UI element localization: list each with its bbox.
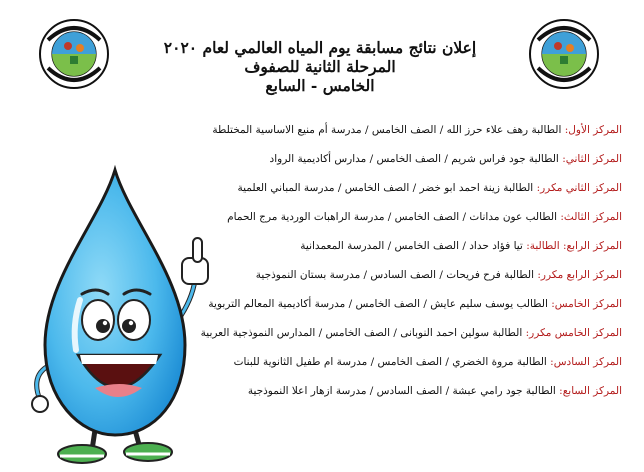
water-drop-mascot bbox=[10, 150, 230, 470]
jordan-environment-society-logo-left bbox=[38, 18, 110, 90]
result-row-5 bbox=[200, 232, 622, 261]
rank-label: المركز الرابع: الطالبة: bbox=[526, 240, 622, 252]
rank-label: المركز السادس: bbox=[550, 356, 622, 368]
winner-detail: الطالبة جود رامي عبشة / الصف السادس / مدرسة ازهار اعلا النموذجية bbox=[247, 385, 560, 397]
winner-detail: تيا فؤاد حداد / الصف الخامس / المدرسة المعمدانية bbox=[300, 240, 527, 252]
winner-detail: الطالبة زينة احمد ابو خضر / الصف الخامس / مدرسة المباني العلمية bbox=[237, 182, 537, 194]
rank-label: المركز الرابع مكرر: bbox=[537, 269, 622, 281]
grades-subtitle: الخامس - السابع bbox=[265, 76, 375, 95]
rank-label: المركز الثاني: bbox=[562, 153, 622, 165]
winner-detail: الطالبة فرح فريحات / الصف السادس / مدرسة بستان النموذجية bbox=[255, 269, 538, 281]
page-title: إعلان نتائج مسابقة يوم المياه العالمي لعام ٢٠٢٠ bbox=[163, 38, 477, 57]
rank-label: المركز الثالث: bbox=[560, 211, 622, 223]
winner-detail: الطالب يوسف سليم عايش / الصف الخامس / مدرسة أكاديمية المعالم التربوية bbox=[208, 298, 552, 310]
stage-subtitle: المرحلة الثانية للصفوف bbox=[244, 57, 396, 76]
result-row-9 bbox=[200, 348, 622, 377]
result-row-2 bbox=[200, 145, 622, 174]
result-row-3 bbox=[200, 174, 622, 203]
result-row-8 bbox=[200, 319, 622, 348]
winner-detail: الطالبة مروة الخضري / الصف الخامس / مدرسة ام طفيل الثانوية للبنات bbox=[233, 356, 551, 368]
result-row-1 bbox=[200, 116, 622, 145]
rank-label: المركز الخامس مكرر: bbox=[525, 327, 622, 339]
rank-label: المركز الخامس: bbox=[551, 298, 622, 310]
winner-detail: الطالبة جود فراس شريم / الصف الخامس / مدارس أكاديمية الرواد bbox=[269, 153, 563, 165]
announcement-header bbox=[150, 38, 490, 96]
result-row-6 bbox=[200, 261, 622, 290]
rank-label: المركز الأول: bbox=[564, 124, 622, 136]
rank-label: المركز الثاني مكرر: bbox=[536, 182, 622, 194]
water-drop-mascot-illustration bbox=[10, 150, 230, 470]
results-list bbox=[200, 116, 622, 406]
winner-detail: الطالبة سولين احمد النوبانى / الصف الخامس / المدارس النموذجية العربية bbox=[200, 327, 526, 339]
jordan-environment-society-logo-right bbox=[528, 18, 600, 90]
result-row-7 bbox=[200, 290, 622, 319]
winner-detail: الطالب عون مدانات / الصف الخامس / مدرسة الراهبات الوردية مرج الحمام bbox=[227, 211, 561, 223]
rank-label: المركز السابع: bbox=[559, 385, 622, 397]
winner-detail: الطالبة رهف علاء حرز الله / الصف الخامس / مدرسة أم منيع الاساسية المختلطة bbox=[212, 124, 565, 136]
result-row-10 bbox=[200, 377, 622, 406]
result-row-4 bbox=[200, 203, 622, 232]
